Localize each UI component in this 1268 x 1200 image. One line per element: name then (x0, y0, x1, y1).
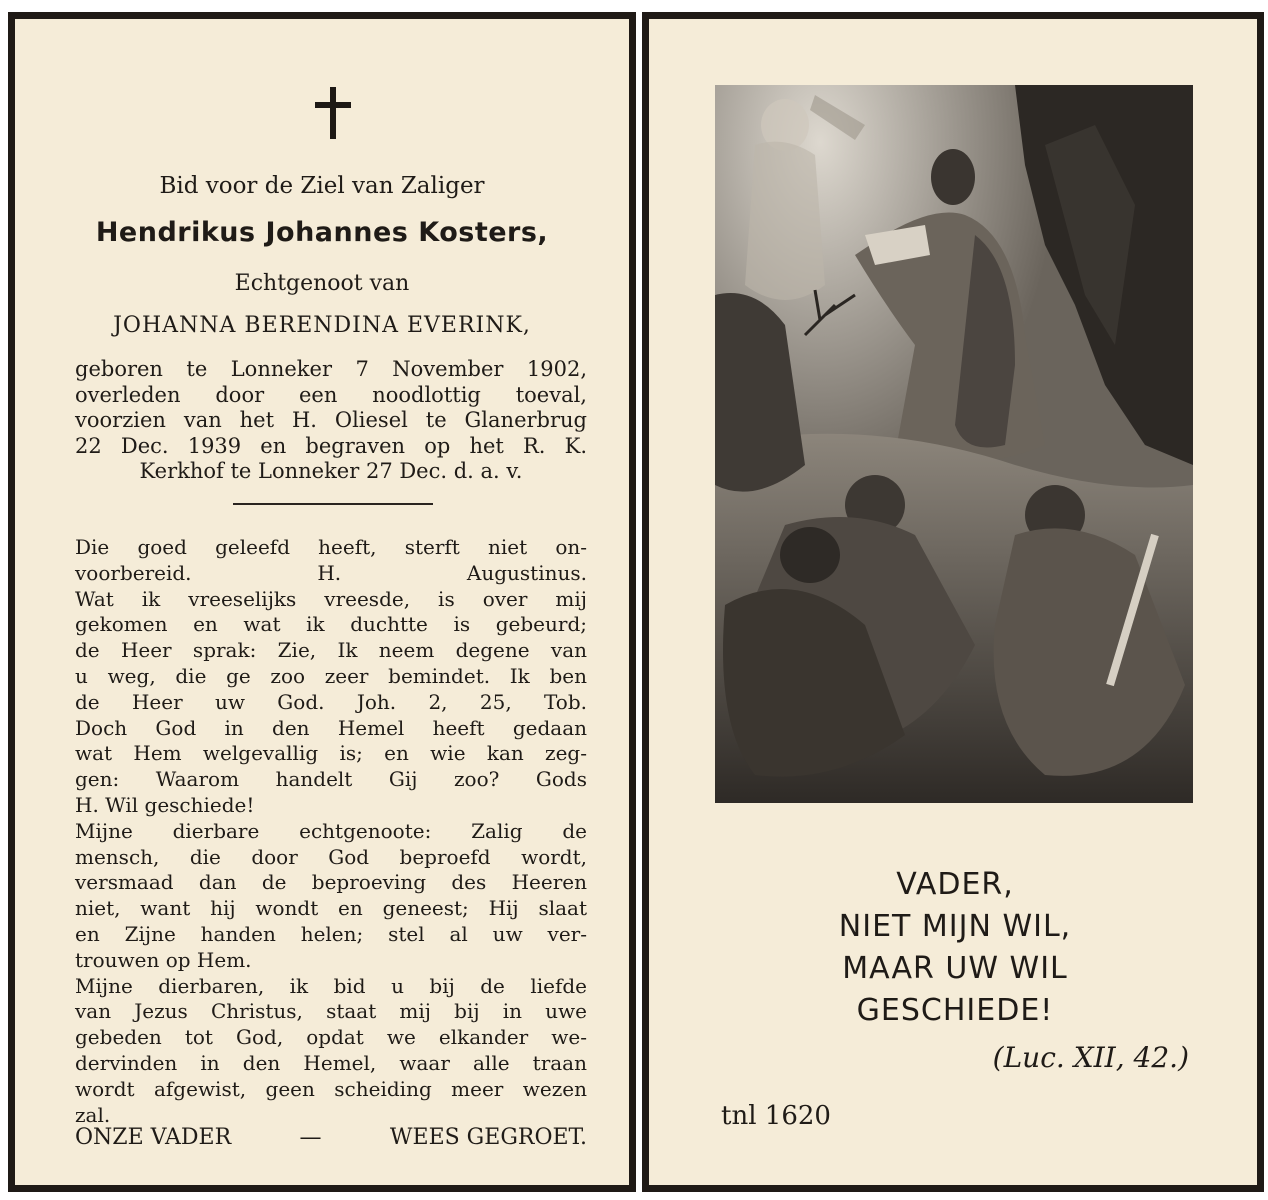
verse-line: voorbereid. H. Augustinus. (75, 560, 587, 585)
verse-line: versmaad dan de beproeving des Heeren (75, 870, 587, 895)
spouse-label: Echtgenoot van (234, 271, 410, 296)
bio-line: Kerkhof te Lonneker 27 Dec. d. a. v. (139, 459, 523, 484)
cross-icon (315, 87, 351, 139)
verse-line: Mijne dierbaren, ik bid u bij de liefde (75, 973, 587, 998)
illustration-drawing (715, 85, 1193, 803)
verse-line: H. Wil geschiede! (75, 792, 255, 817)
verse-line: Wat ik vreeselijks vreesde, is over mij (75, 586, 587, 611)
verse-line: Doch God in den Hemel heeft gedaan (75, 715, 587, 740)
prayer-hail-mary: WEES GEGROET. (389, 1125, 587, 1150)
verse-line: wordt afgewist, geen scheiding meer wezen (75, 1076, 587, 1101)
verse-line: trouwen op Hem. (75, 947, 252, 972)
bio-line: geboren te Lonneker 7 November 1902, (75, 357, 587, 381)
verse-line: gekomen en wat ik duchtte is gebeurd; (75, 612, 587, 637)
verse-line: niet, want hij wondt en geneest; Hij slaat (75, 896, 587, 921)
verse-line: gebeden tot God, opdat we elkander we- (75, 1025, 587, 1050)
prayer-our-father: ONZE VADER (75, 1125, 232, 1150)
memorial-card-image-side (642, 12, 1264, 1192)
verse-line: wat Hem welgevallig is; en wie kan zeg- (75, 741, 587, 766)
verse-line: van Jezus Christus, staat mij bij in uwe (75, 999, 587, 1024)
bio-line: 22 Dec. 1939 en begraven op het R. K. (75, 433, 587, 458)
spouse-name: JOHANNA BERENDINA EVERINK, (113, 313, 531, 338)
biography (75, 357, 587, 485)
quote-line: NIET MIJN WIL, (838, 909, 1072, 944)
verse-line: mensch, die door God beproefd wordt, (75, 844, 587, 869)
verse-line: Mijne dierbare echtgenoote: Zalig de (75, 818, 587, 843)
verse-line: Die goed geleefd heeft, sterft niet on- (75, 535, 587, 559)
verse-line: dervinden in den Hemel, waar alle traan (75, 1050, 587, 1075)
bio-line: voorzien van het H. Oliesel te Glanerbrug (75, 408, 587, 433)
deceased-name: Hendrikus Johannes Kosters, (95, 217, 549, 248)
verse-line: de Heer sprak: Zie, Ik neem degene van (75, 638, 587, 663)
memorial-card-text-side (8, 12, 636, 1192)
bio-line: overleden door een noodlottig toeval, (75, 382, 587, 407)
verse-line: en Zijne handen helen; stel al uw ver- (75, 921, 587, 946)
prayer-intro: Bid voor de Ziel van Zaliger (159, 173, 485, 199)
devotional-text (75, 535, 587, 1128)
quote-line: GESCHIEDE! (856, 993, 1054, 1028)
card-catalog-number: tnl 1620 (721, 1101, 831, 1131)
quote-line: MAAR UW WIL (842, 951, 1068, 986)
verse-line: de Heer uw God. Joh. 2, 25, Tob. (75, 689, 587, 714)
verse-line: u weg, die ge zoo zeer bemindet. Ik ben (75, 663, 587, 688)
quote-line: VADER, (896, 867, 1014, 902)
agony-in-garden-illustration (715, 85, 1193, 803)
scripture-reference: (Luc. XII, 42.) (992, 1041, 1189, 1074)
divider (233, 503, 433, 505)
verse-line: gen: Waarom handelt Gij zoo? Gods (75, 767, 587, 792)
closing-prayers (75, 1125, 587, 1150)
prayer-dash: — (299, 1125, 322, 1150)
verse-line: zal. (75, 1102, 111, 1127)
